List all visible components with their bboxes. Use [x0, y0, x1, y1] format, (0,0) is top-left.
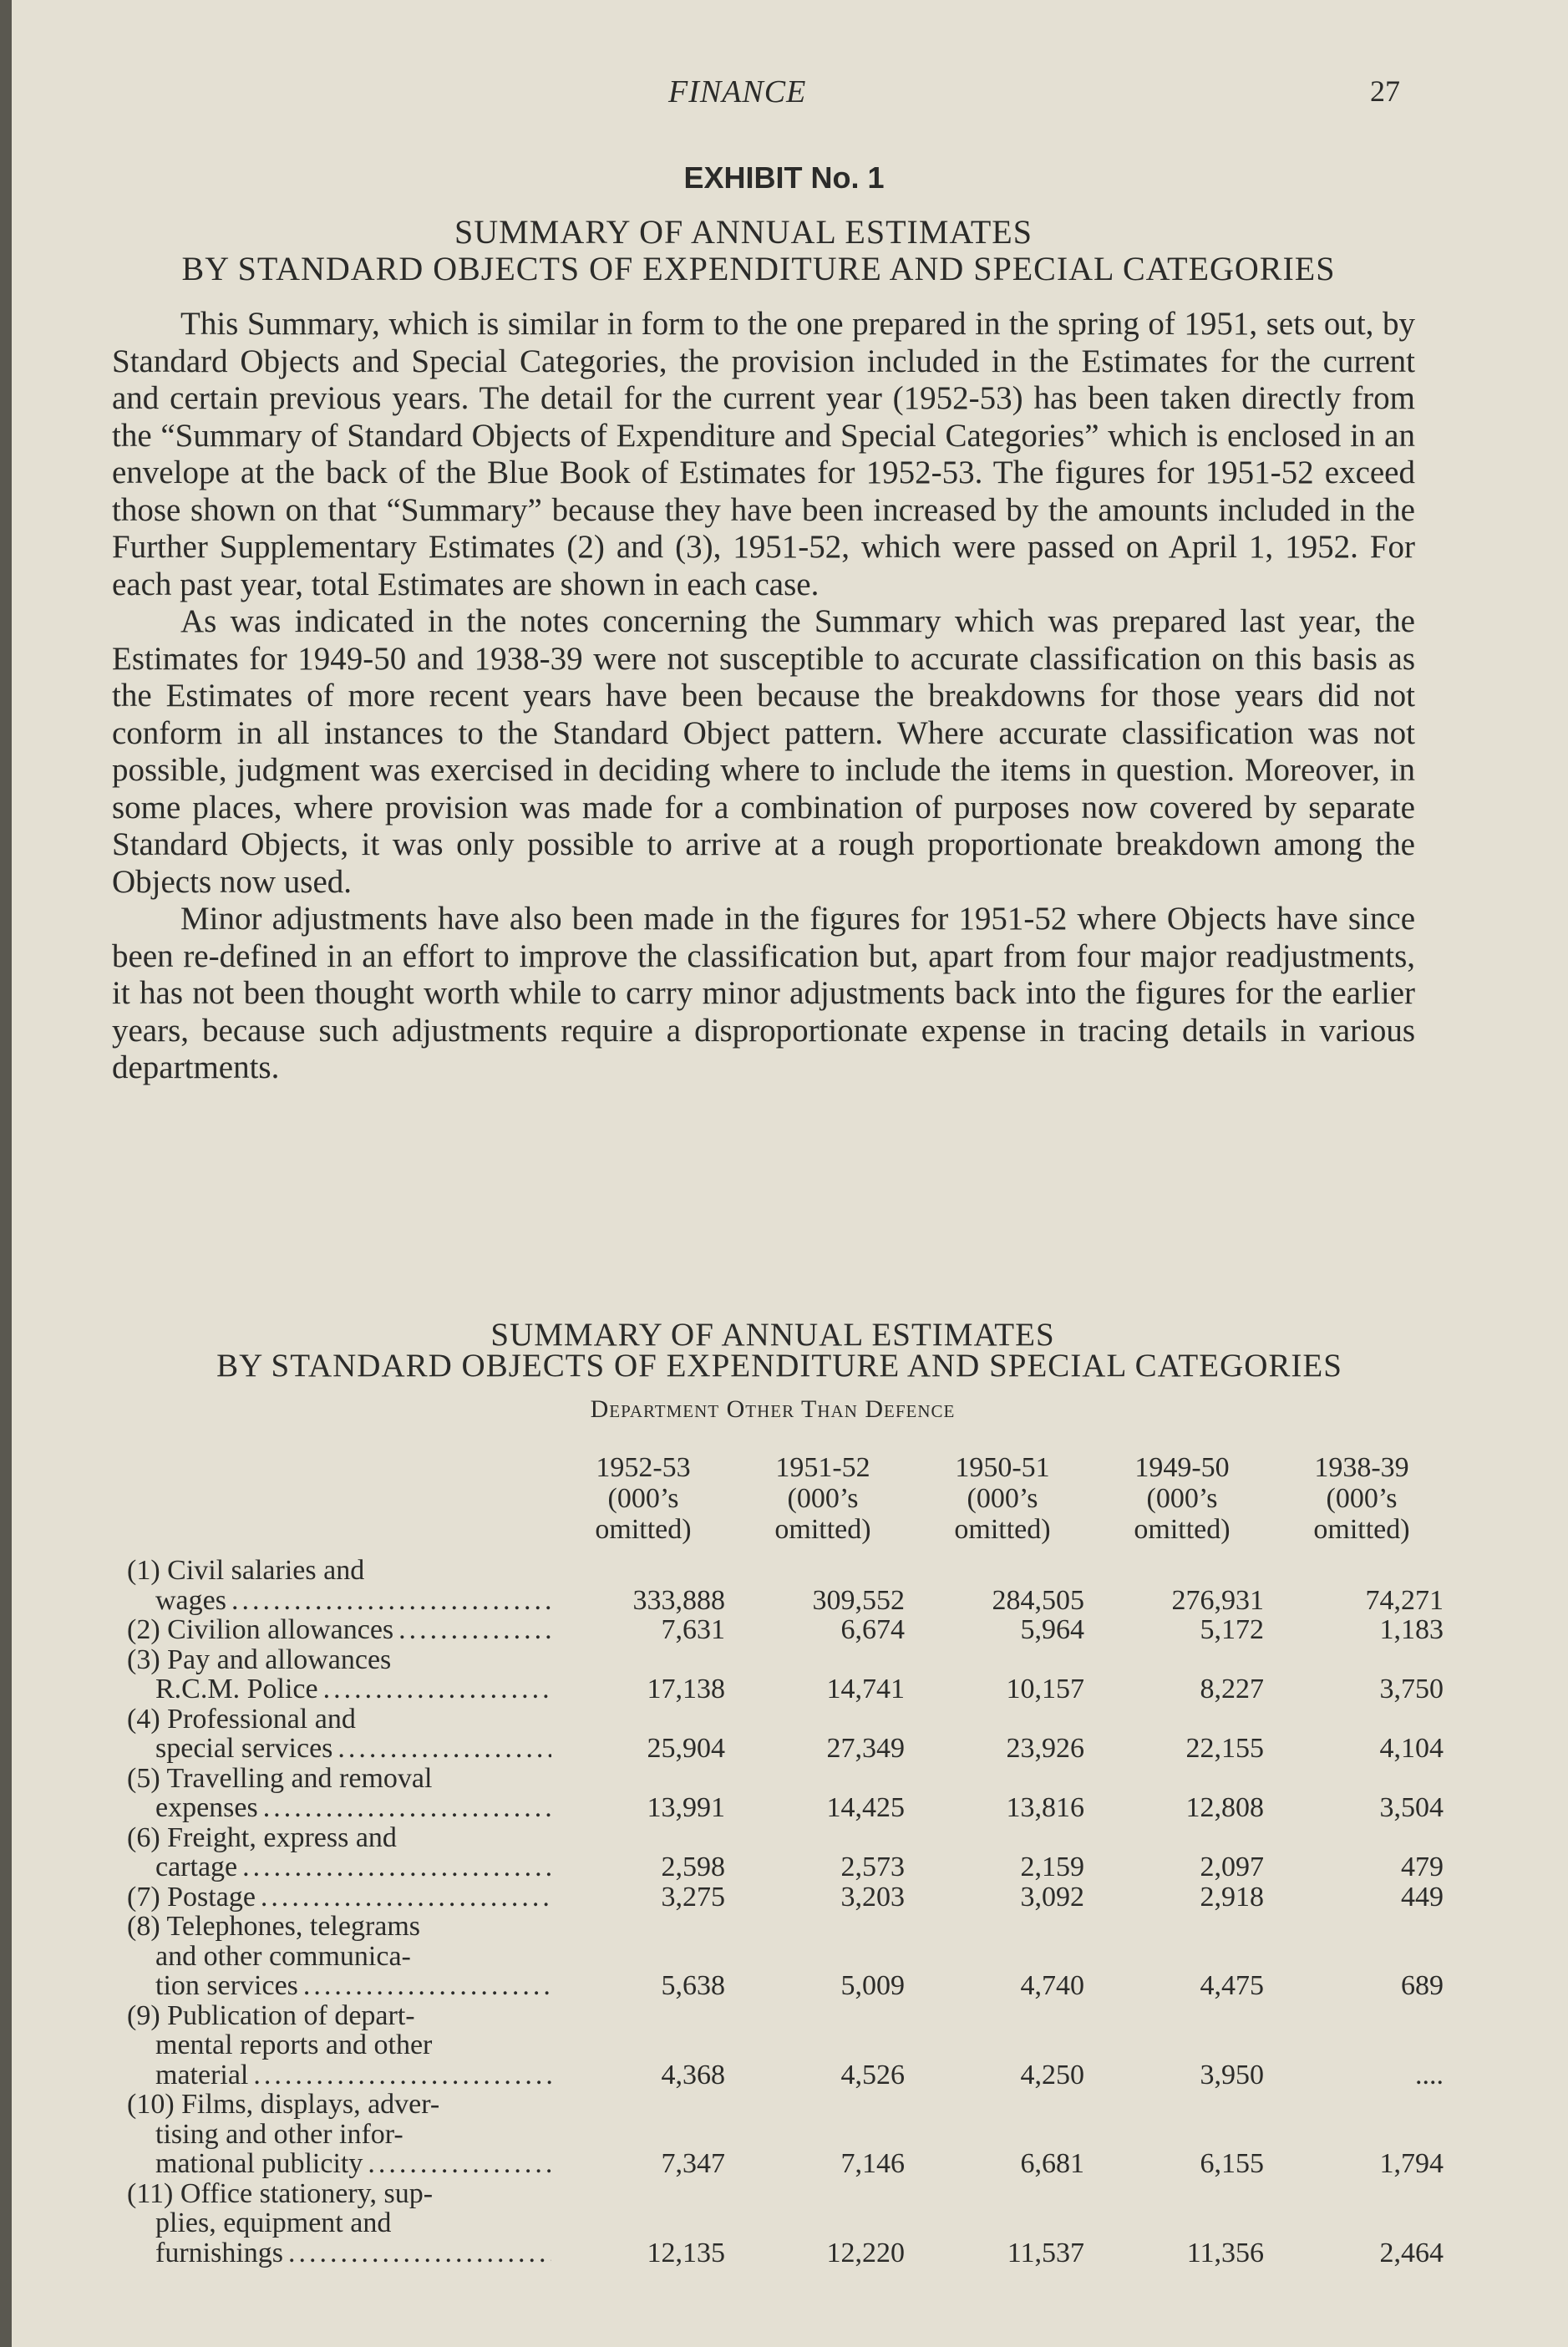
cell-value: .... [1415, 2059, 1444, 2090]
cell-value: 27,349 [826, 1733, 905, 1764]
cell-value: 10,157 [1006, 1674, 1084, 1704]
row-label-last: mational publicity [155, 2148, 363, 2179]
table-row [0, 2090, 1568, 2179]
cell-value: 14,425 [826, 1792, 905, 1823]
row-label [127, 1645, 551, 1704]
column-unit: (000’s [967, 1483, 1038, 1514]
cell-value: 3,092 [1020, 1881, 1084, 1913]
row-label [127, 1704, 551, 1764]
row-label-last: R.C.M. Police [155, 1674, 318, 1704]
paragraph-3: Minor adjustments have also been made in the figures for 1951-52 where Objects have since been re-defined in an effort to improve the classification but, apart from four major readjustments, it has not been thought worth while to carry minor adjustments back into the figures for the earlier years, because such adjustments require a disproportionate expense in tracing details in various departments. [112, 901, 1415, 1085]
cell-value: 6,681 [1020, 2148, 1084, 2179]
exhibit-label: EXHIBIT No. 1 [683, 160, 885, 195]
column-note: omitted) [595, 1514, 692, 1545]
row-label-line: (10) Films, displays, adver- [127, 2089, 440, 2120]
column-header [748, 1452, 898, 1545]
column-header [568, 1452, 718, 1545]
leader-dots [258, 1793, 551, 1823]
cell-value: 7,146 [840, 2148, 905, 2179]
table-title-line2: BY STANDARD OBJECTS OF EXPENDITURE AND SPECIAL CATEGORIES [216, 1348, 1342, 1384]
document-title-line1: SUMMARY OF ANNUAL ESTIMATES [454, 213, 1033, 251]
cell-value: 479 [1401, 1852, 1444, 1882]
cell-value: 12,135 [647, 2237, 725, 2268]
leader-dots [298, 1971, 551, 2001]
cell-value: 5,009 [840, 1970, 905, 2001]
column-unit: (000’s [787, 1483, 859, 1514]
table-row [0, 1615, 1568, 1645]
leader-dots [283, 2238, 551, 2268]
cell-value: 7,347 [661, 2148, 725, 2179]
cell-value: 2,159 [1020, 1852, 1084, 1882]
cell-value: 11,537 [1007, 2237, 1084, 2268]
row-label-last: wages [155, 1584, 226, 1616]
cell-value: 2,464 [1379, 2237, 1444, 2268]
column-header [927, 1452, 1078, 1545]
cell-value: 13,816 [1006, 1792, 1084, 1823]
row-label-line: (6) Freight, express and [127, 1821, 397, 1853]
table-subtitle: Department Other Than Defence [590, 1395, 956, 1423]
cell-value: 3,950 [1200, 2059, 1264, 2090]
table-row [0, 1912, 1568, 2001]
cell-value: 3,750 [1379, 1674, 1444, 1704]
cell-value: 449 [1401, 1881, 1444, 1913]
table-body [0, 1556, 1568, 2266]
cell-value: 7,631 [661, 1614, 725, 1645]
cell-value: 23,926 [1006, 1733, 1084, 1764]
row-label-line: (8) Telephones, telegrams [127, 1911, 421, 1942]
row-label-last: expenses [155, 1792, 258, 1823]
row-label [127, 2090, 551, 2179]
cell-value: 14,741 [826, 1674, 905, 1704]
row-label-line: and other communica- [155, 1940, 411, 1972]
row-label-line: (9) Publication of depart- [127, 1999, 415, 2031]
cell-value: 309,552 [812, 1584, 905, 1616]
table-row [0, 1764, 1568, 1823]
cell-value: 4,740 [1020, 1970, 1084, 2001]
cell-value: 12,220 [826, 2237, 905, 2268]
leader-dots [226, 1586, 551, 1616]
cell-value: 2,573 [840, 1852, 905, 1882]
row-label-line: plies, equipment and [155, 2207, 392, 2238]
leader-dots [237, 1852, 551, 1882]
row-label [127, 1615, 551, 1645]
leader-dots [332, 1734, 551, 1764]
body-text [112, 306, 1415, 1087]
cell-value: 4,250 [1020, 2059, 1084, 2090]
cell-value: 5,172 [1200, 1614, 1264, 1645]
cell-value: 276,931 [1171, 1584, 1264, 1616]
cell-value: 3,203 [840, 1881, 905, 1913]
cell-value: 3,504 [1379, 1792, 1444, 1823]
leader-dots [363, 2149, 551, 2179]
column-unit: (000’s [607, 1483, 679, 1514]
cell-value: 2,097 [1200, 1852, 1264, 1882]
row-label [127, 1556, 551, 1615]
cell-value: 4,526 [840, 2059, 905, 2090]
column-year: 1950-51 [955, 1452, 1050, 1483]
table-row [0, 2179, 1568, 2268]
table-row [0, 1645, 1568, 1704]
column-note: omitted) [954, 1514, 1051, 1545]
section-title: FINANCE [668, 74, 807, 109]
column-year: 1951-52 [775, 1452, 870, 1483]
cell-value: 17,138 [647, 1674, 725, 1704]
column-year: 1938-39 [1314, 1452, 1409, 1483]
row-label [127, 1764, 551, 1823]
row-label-line: (4) Professional and [127, 1703, 356, 1735]
page-number: 27 [1370, 74, 1400, 108]
leader-dots [256, 1882, 551, 1913]
column-unit: (000’s [1326, 1483, 1398, 1514]
column-year: 1949-50 [1134, 1452, 1230, 1483]
row-label-last: special services [155, 1733, 333, 1764]
table-row [0, 1704, 1568, 1764]
table-row [0, 1823, 1568, 1882]
cell-value: 12,808 [1185, 1792, 1264, 1823]
cell-value: 1,794 [1379, 2148, 1444, 2179]
cell-value: 3,275 [661, 1881, 725, 1913]
column-note: omitted) [1134, 1514, 1231, 1545]
cell-value: 74,271 [1365, 1584, 1444, 1616]
row-label [127, 1912, 551, 2001]
cell-value: 6,155 [1200, 2148, 1264, 2179]
row-label-last: (2) Civilion allowances [127, 1614, 394, 1645]
cell-value: 11,356 [1186, 2237, 1264, 2268]
column-unit: (000’s [1146, 1483, 1218, 1514]
cell-value: 284,505 [992, 1584, 1084, 1616]
document-title-line2: BY STANDARD OBJECTS OF EXPENDITURE AND SPECIAL CATEGORIES [181, 250, 1336, 287]
cell-value: 5,964 [1020, 1614, 1084, 1645]
row-label-last: cartage [155, 1852, 238, 1882]
column-note: omitted) [1313, 1514, 1410, 1545]
table-row [0, 2001, 1568, 2090]
row-label-line: (3) Pay and allowances [127, 1643, 392, 1675]
table-title-line1: SUMMARY OF ANNUAL ESTIMATES [490, 1317, 1055, 1353]
column-year: 1952-53 [596, 1452, 691, 1483]
cell-value: 1,183 [1379, 1614, 1444, 1645]
cell-value: 2,918 [1200, 1881, 1264, 1913]
column-header [1107, 1452, 1257, 1545]
leader-dots [318, 1674, 551, 1704]
row-label-line: tising and other infor- [155, 2118, 403, 2150]
cell-value: 8,227 [1200, 1674, 1264, 1704]
cell-value: 333,888 [632, 1584, 725, 1616]
table-row [0, 1556, 1568, 1615]
row-label-line: (5) Travelling and removal [127, 1762, 433, 1794]
row-label-last: tion services [155, 1970, 298, 2001]
row-label-line: mental reports and other [155, 2029, 433, 2060]
cell-value: 13,991 [647, 1792, 725, 1823]
row-label [127, 1823, 551, 1882]
leader-dots [393, 1615, 551, 1645]
table-column-headers [0, 1452, 1568, 1552]
leader-dots [248, 2060, 551, 2090]
row-label-line: (1) Civil salaries and [127, 1555, 365, 1586]
cell-value: 4,104 [1379, 1733, 1444, 1764]
column-note: omitted) [774, 1514, 871, 1545]
table-row [0, 1882, 1568, 1913]
cell-value: 5,638 [661, 1970, 725, 2001]
row-label [127, 2179, 551, 2268]
running-header [0, 74, 1568, 124]
paragraph-2: As was indicated in the notes concerning the Summary which was prepared last year, the Estimates for 1949-50 and 1938-39 were not susceptible to accurate classification on this basis as the Estimates of more recent years have been because the breakdowns for those years did not conform in all instances to the Standard Object pattern. Where accurate classification was not possible, judgment was exercised in deciding where to include the items in question. Moreover, in some places, where provision was made for a combination of purposes now covered by separate Standard Objects, it was only possible to arrive at a rough proportionate breakdown among the Objects now used. [112, 603, 1415, 900]
cell-value: 25,904 [647, 1733, 725, 1764]
row-label-last: furnishings [155, 2237, 283, 2268]
cell-value: 2,598 [661, 1852, 725, 1882]
row-label-line: (11) Office stationery, sup- [127, 2177, 434, 2209]
cell-value: 4,368 [661, 2059, 725, 2090]
row-label [127, 2001, 551, 2090]
cell-value: 4,475 [1200, 1970, 1264, 2001]
cell-value: 689 [1401, 1970, 1444, 2001]
column-header [1286, 1452, 1437, 1545]
cell-value: 22,155 [1185, 1733, 1264, 1764]
row-label-last: material [155, 2059, 249, 2090]
paragraph-1: This Summary, which is similar in form to the one prepared in the spring of 1951, sets out, by Standard Objects and Special Categories, the provision included in the Estimates for the current and certain previous years. The detail for the current year (1952-53) has been taken directly from the “Summary of Standard Objects of Expenditure and Special Categories” which is enclosed in an envelope at the back of the Blue Book of Estimates for 1952-53. The figures for 1951-52 exceed those shown on that “Summary” because they have been increased by the amounts included in the Further Supplementary Estimates (2) and (3), 1951-52, which were passed on April 1, 1952. For each past year, total Estimates are shown in each case. [112, 306, 1415, 602]
row-label-last: (7) Postage [127, 1881, 256, 1913]
cell-value: 6,674 [840, 1614, 905, 1645]
row-label [127, 1882, 551, 1913]
